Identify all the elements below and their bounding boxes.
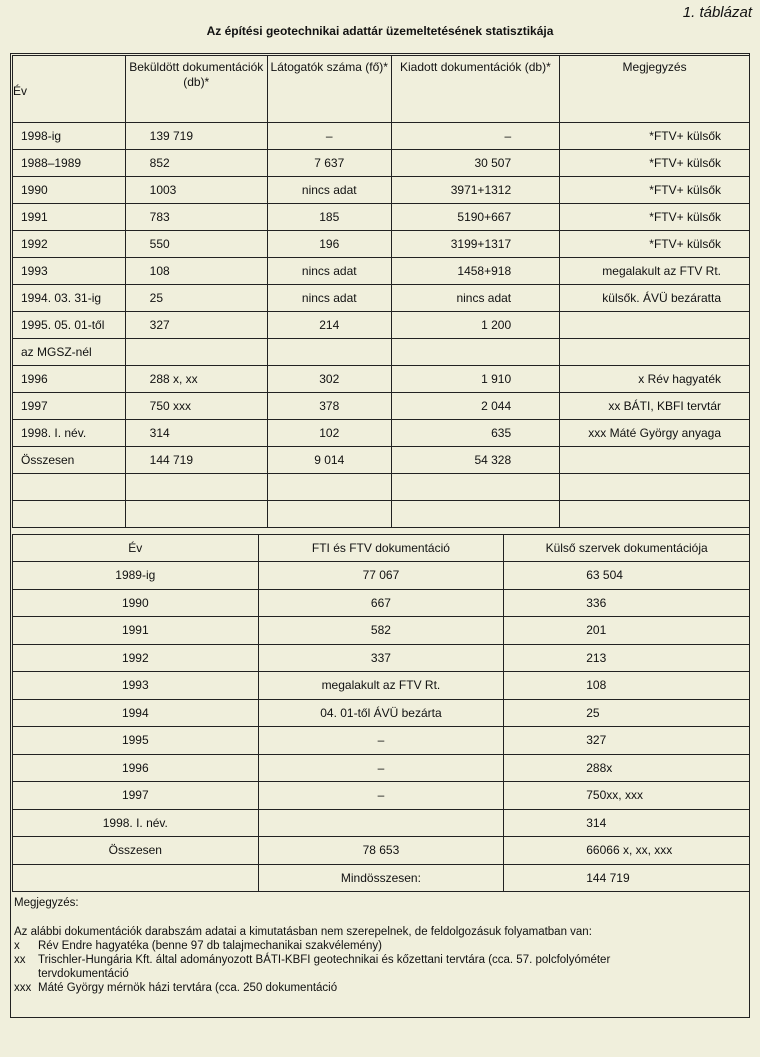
cell-submitted: 1003 (125, 177, 267, 204)
table-row (13, 285, 750, 312)
table-row (13, 837, 750, 865)
cell-visitors: nincs adat (267, 258, 391, 285)
cell-issued (391, 339, 559, 366)
cell-external: 201 (504, 617, 750, 645)
cell-issued: 3199+1317 (391, 231, 559, 258)
cell-issued: 1 910 (391, 366, 559, 393)
cell-submitted: 139 719 (125, 123, 267, 150)
cell-note: *FTV+ külsők (560, 150, 750, 177)
cell-year: 1990 (13, 589, 259, 617)
table-row (13, 864, 750, 892)
cell-year: 1989-ig (13, 562, 259, 590)
table-row (13, 782, 750, 810)
cell-note: xx BÁTI, KBFI tervtár (560, 393, 750, 420)
table-row (13, 809, 750, 837)
cell-issued: 2 044 (391, 393, 559, 420)
table-row (13, 312, 750, 339)
header-visitors: Látogatók száma (fő)* (267, 56, 391, 123)
note-key: xx (14, 954, 26, 966)
cell-year: 1998-ig (13, 123, 126, 150)
cell-year: 1992 (13, 231, 126, 258)
cell-issued: 30 507 (391, 150, 559, 177)
cell-visitors (267, 339, 391, 366)
cell-year: 1997 (13, 782, 259, 810)
cell-fti-ftv: – (258, 754, 504, 782)
cell-note (560, 474, 750, 501)
cell-fti-ftv: megalakult az FTV Rt. (258, 672, 504, 700)
cell-year: 1994. 03. 31-ig (13, 285, 126, 312)
table-row (13, 231, 750, 258)
cell-fti-ftv: 04. 01-től ÁVÜ bezárta (258, 699, 504, 727)
cell-note: *FTV+ külsők (560, 204, 750, 231)
cell-year: Összesen (13, 447, 126, 474)
cell-visitors: 9 014 (267, 447, 391, 474)
cell-submitted: 288 x, xx (125, 366, 267, 393)
note-key (14, 967, 38, 981)
cell-fti-ftv: 78 653 (258, 837, 504, 865)
note-key: x (14, 940, 20, 952)
cell-submitted: 144 719 (125, 447, 267, 474)
cell-note (560, 447, 750, 474)
cell-external: 213 (504, 644, 750, 672)
note-text: Rév Endre hagyatéka (benne 97 db talajmechanikai szakvélemény) (38, 940, 382, 952)
cell-fti-ftv: – (258, 782, 504, 810)
cell-year: 1992 (13, 644, 259, 672)
documentation-table (12, 534, 750, 892)
cell-year (13, 864, 259, 892)
cell-external: 288x (504, 754, 750, 782)
cell-year: 1990 (13, 177, 126, 204)
cell-year: 1997 (13, 393, 126, 420)
table-row (13, 339, 750, 366)
cell-year: 1991 (13, 204, 126, 231)
table-row (13, 754, 750, 782)
cell-note: külsők. ÁVÜ bezáratta (560, 285, 750, 312)
note-item (14, 939, 744, 953)
note-item (14, 967, 744, 981)
notes-heading: Megjegyzés: (14, 897, 79, 909)
cell-external: 144 719 (504, 864, 750, 892)
header-year: Év (13, 56, 126, 123)
cell-visitors: 214 (267, 312, 391, 339)
cell-visitors: – (267, 123, 391, 150)
cell-issued: 1 200 (391, 312, 559, 339)
table-row (13, 366, 750, 393)
cell-year: 1991 (13, 617, 259, 645)
cell-year: 1988–1989 (13, 150, 126, 177)
cell-fti-ftv: – (258, 727, 504, 755)
cell-note (560, 339, 750, 366)
cell-external: 336 (504, 589, 750, 617)
cell-note: x Rév hagyaték (560, 366, 750, 393)
cell-external: 327 (504, 727, 750, 755)
table-row (13, 672, 750, 700)
cell-year: Összesen (13, 837, 259, 865)
table-row (13, 150, 750, 177)
header-year: Év (13, 535, 259, 562)
cell-year: 1995 (13, 727, 259, 755)
header-issued: Kiadott dokumentációk (db)* (391, 56, 559, 123)
note-item (14, 981, 744, 995)
cell-note (560, 312, 750, 339)
cell-issued: 635 (391, 420, 559, 447)
cell-submitted (125, 474, 267, 501)
cell-year: 1998. I. név. (13, 420, 126, 447)
note-item (14, 953, 744, 967)
header-submitted: Beküldött dokumentációk (db)* (125, 56, 267, 123)
cell-year (13, 474, 126, 501)
cell-visitors: 102 (267, 420, 391, 447)
cell-submitted: 108 (125, 258, 267, 285)
cell-fti-ftv (258, 809, 504, 837)
cell-fti-ftv: 667 (258, 589, 504, 617)
cell-issued: 1458+918 (391, 258, 559, 285)
table-row (13, 447, 750, 474)
cell-issued: 3971+1312 (391, 177, 559, 204)
table-row (13, 204, 750, 231)
cell-submitted: 25 (125, 285, 267, 312)
cell-visitors (267, 501, 391, 528)
cell-note: *FTV+ külsők (560, 123, 750, 150)
cell-external: 314 (504, 809, 750, 837)
cell-year: 1993 (13, 258, 126, 285)
note-text: Máté György mérnök házi tervtára (cca. 250 dokumentáció (38, 982, 338, 994)
cell-issued (391, 474, 559, 501)
cell-note (560, 501, 750, 528)
cell-year: 1996 (13, 366, 126, 393)
cell-issued: – (391, 123, 559, 150)
cell-year: 1994 (13, 699, 259, 727)
cell-visitors: 185 (267, 204, 391, 231)
note-text: tervdokumentáció (38, 968, 129, 980)
cell-issued (391, 501, 559, 528)
cell-visitors: nincs adat (267, 285, 391, 312)
cell-visitors: nincs adat (267, 177, 391, 204)
table-header-row (13, 535, 750, 562)
table-row (13, 258, 750, 285)
cell-fti-ftv: Mindösszesen: (258, 864, 504, 892)
cell-external: 25 (504, 699, 750, 727)
cell-year: 1996 (13, 754, 259, 782)
note-key: xxx (14, 982, 32, 994)
table-row (13, 501, 750, 528)
cell-submitted (125, 501, 267, 528)
cell-year: az MGSZ-nél (13, 339, 126, 366)
cell-external: 63 504 (504, 562, 750, 590)
cell-year: 1998. I. név. (13, 809, 259, 837)
cell-submitted: 327 (125, 312, 267, 339)
cell-year: 1995. 05. 01-től (13, 312, 126, 339)
cell-issued: nincs adat (391, 285, 559, 312)
cell-visitors (267, 474, 391, 501)
cell-external: 66066 x, xx, xxx (504, 837, 750, 865)
cell-fti-ftv: 337 (258, 644, 504, 672)
table-header-row (13, 56, 750, 123)
table-row (13, 699, 750, 727)
table-row (13, 393, 750, 420)
cell-issued: 54 328 (391, 447, 559, 474)
table-row (13, 420, 750, 447)
cell-visitors: 302 (267, 366, 391, 393)
cell-visitors: 378 (267, 393, 391, 420)
cell-year (13, 501, 126, 528)
cell-submitted: 314 (125, 420, 267, 447)
cell-fti-ftv: 77 067 (258, 562, 504, 590)
cell-visitors: 7 637 (267, 150, 391, 177)
cell-note: *FTV+ külsők (560, 231, 750, 258)
header-external: Külső szervek dokumentációja (504, 535, 750, 562)
cell-note: *FTV+ külsők (560, 177, 750, 204)
table-row (13, 177, 750, 204)
note-text: Trischler-Hungária Kft. által adományozott BÁTI-KBFI geotechnikai és kőzettani tervtára (cca. 57. polcfolyóméter (38, 954, 611, 966)
cell-issued: 5190+667 (391, 204, 559, 231)
cell-year: 1993 (13, 672, 259, 700)
header-note: Megjegyzés (560, 56, 750, 123)
cell-submitted: 852 (125, 150, 267, 177)
cell-submitted (125, 339, 267, 366)
cell-external: 750xx, xxx (504, 782, 750, 810)
table-number: 1. táblázat (682, 4, 752, 21)
cell-submitted: 550 (125, 231, 267, 258)
cell-external: 108 (504, 672, 750, 700)
statistics-table (12, 55, 750, 528)
notes-intro: Az alábbi dokumentációk darabszám adatai a kimutatásban nem szerepelnek, de feldolgozásuk folyamatban van: (14, 926, 592, 938)
header-fti-ftv: FTI és FTV dokumentáció (258, 535, 504, 562)
table-row (13, 589, 750, 617)
cell-note: megalakult az FTV Rt. (560, 258, 750, 285)
table-row (13, 644, 750, 672)
page-title: Az építési geotechnikai adattár üzemeltetésének statisztikája (206, 24, 554, 38)
cell-visitors: 196 (267, 231, 391, 258)
cell-submitted: 750 xxx (125, 393, 267, 420)
table-row (13, 617, 750, 645)
notes-section (14, 896, 744, 995)
cell-submitted: 783 (125, 204, 267, 231)
table-row (13, 474, 750, 501)
table-row (13, 123, 750, 150)
cell-fti-ftv: 582 (258, 617, 504, 645)
table-row (13, 562, 750, 590)
cell-note: xxx Máté György anyaga (560, 420, 750, 447)
table-row (13, 727, 750, 755)
